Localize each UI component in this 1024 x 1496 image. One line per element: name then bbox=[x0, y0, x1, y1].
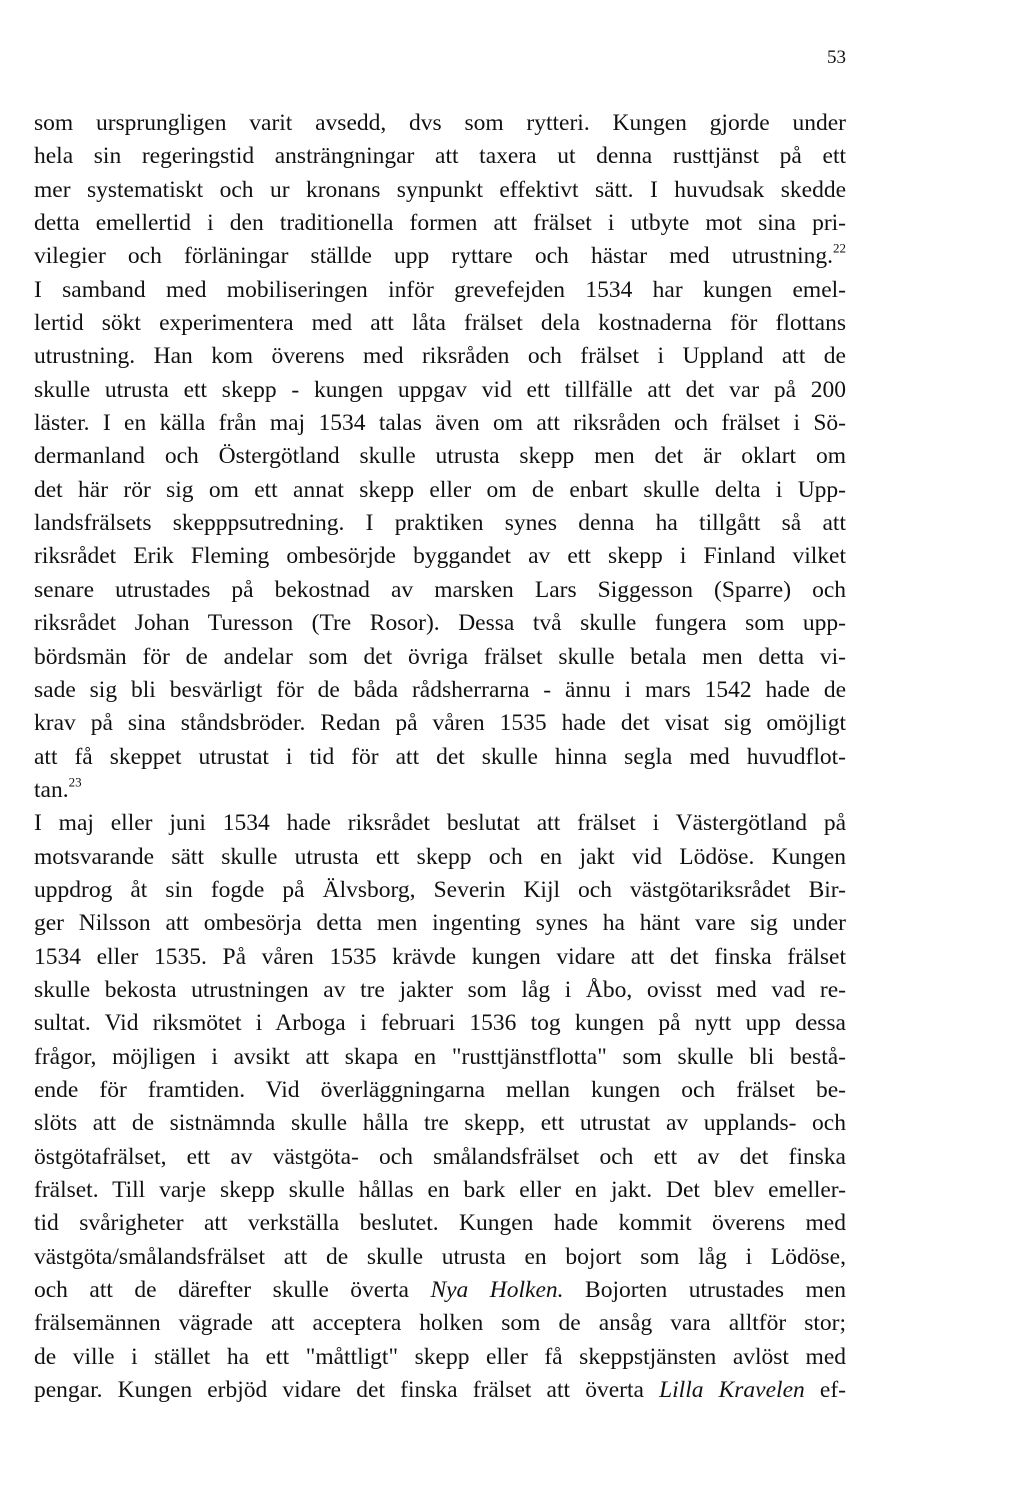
text-line-content: sultat. Vid riksmötet i Arboga i februari 1536 tog kungen på nytt upp dessa bbox=[34, 1010, 846, 1037]
text-line-content: dermanland och Östergötland skulle utrusta skepp men det är oklart om bbox=[34, 443, 846, 470]
text-line-content: uppdrog åt sin fogde på Älvsborg, Severin Kijl och västgötariksrådet Bir- bbox=[34, 876, 846, 903]
text-line bbox=[34, 474, 846, 507]
text-line bbox=[34, 1307, 846, 1340]
text-line bbox=[34, 1041, 846, 1074]
text-line bbox=[34, 1341, 846, 1374]
italic-title: Lilla Kravelen bbox=[659, 1377, 805, 1404]
text-line bbox=[34, 1074, 846, 1107]
text-line bbox=[34, 174, 846, 207]
text-line bbox=[34, 1107, 846, 1140]
text-line bbox=[34, 1141, 846, 1174]
text-line bbox=[34, 1007, 846, 1040]
text-line-content: tan. bbox=[34, 776, 69, 803]
text-line bbox=[34, 340, 846, 373]
text-line-content: 1534 eller 1535. På våren 1535 krävde kungen vidare att det finska frälset bbox=[34, 943, 846, 970]
body-text bbox=[34, 107, 846, 1407]
text-line-content: senare utrustades på bekostnad av marsken Lars Siggesson (Sparre) och bbox=[34, 576, 846, 603]
text-line-content: de ville i stället ha ett "måttligt" skepp eller få skeppstjänsten avlöst med bbox=[34, 1343, 846, 1370]
text-line-content: frälsemännen vägrade att acceptera holken som de ansåg vara alltför stor; bbox=[34, 1310, 846, 1337]
text-line bbox=[34, 1241, 846, 1274]
text-line-content: pengar. Kungen erbjöd vidare det finska frälset att överta bbox=[34, 1377, 660, 1404]
text-line bbox=[34, 841, 846, 874]
text-line-content: landsfrälsets skepppsutredning. I praktiken synes denna ha tillgått så att bbox=[34, 510, 846, 537]
text-line-content: som ursprungligen varit avsedd, dvs som rytteri. Kungen gjorde under bbox=[34, 110, 846, 136]
text-line bbox=[34, 507, 846, 540]
text-line-content: I samband med mobiliseringen inför grevefejden 1534 har kungen emel- bbox=[34, 276, 846, 303]
text-line-content: ende för framtiden. Vid överläggningarna mellan kungen och frälset be- bbox=[34, 1076, 846, 1103]
text-line-content: I maj eller juni 1534 hade riksrådet beslutat att frälset i Västergötland på bbox=[34, 810, 846, 837]
text-line-content: riksrådet Erik Fleming ombesörjde byggandet av ett skepp i Finland vilket bbox=[34, 543, 846, 570]
text-line bbox=[34, 907, 846, 940]
text-line-content: skulle bekosta utrustningen av tre jakter som låg i Åbo, ovisst med vad re- bbox=[34, 976, 846, 1003]
text-line-content: läster. I en källa från maj 1534 talas även om att riksråden och frälset i Sö- bbox=[34, 410, 846, 437]
text-line bbox=[34, 607, 846, 640]
text-line bbox=[34, 1207, 846, 1240]
text-line bbox=[34, 574, 846, 607]
footnote-reference[interactable]: 22 bbox=[833, 240, 846, 256]
text-line bbox=[34, 1274, 846, 1307]
italic-title: Nya Holken. bbox=[430, 1277, 564, 1304]
text-line-content: frågor, möjligen i avsikt att skapa en "rusttjänstflotta" som skulle bli bestå- bbox=[34, 1043, 846, 1070]
text-line bbox=[34, 707, 846, 740]
text-line-continuation: Bojorten utrustades men bbox=[563, 1277, 847, 1304]
text-line bbox=[34, 674, 846, 707]
text-line bbox=[34, 1174, 846, 1207]
text-line-content: tid svårigheter att verkställa beslutet. Kungen hade kommit överens med bbox=[34, 1210, 846, 1237]
text-line-content: detta emellertid i den traditionella formen att frälset i utbyte mot sina pri- bbox=[34, 210, 846, 237]
text-line-content: krav på sina ståndsbröder. Redan på våren 1535 hade det visat sig omöjligt bbox=[34, 710, 846, 737]
text-line bbox=[34, 240, 846, 273]
text-line-content: det här rör sig om ett annat skepp eller om de enbart skulle delta i Upp- bbox=[34, 476, 846, 503]
text-line bbox=[34, 307, 846, 340]
text-line bbox=[34, 641, 846, 674]
text-line bbox=[34, 974, 846, 1007]
text-line-content: sade sig bli besvärligt för de båda rådsherrarna - ännu i mars 1542 hade de bbox=[34, 676, 846, 703]
text-line-content: frälset. Till varje skepp skulle hållas en bark eller en jakt. Det blev emeller- bbox=[34, 1177, 846, 1203]
text-line bbox=[34, 1374, 846, 1407]
text-line-content: och att de därefter skulle överta bbox=[34, 1277, 431, 1304]
text-line bbox=[34, 107, 846, 140]
text-line bbox=[34, 741, 846, 774]
text-line bbox=[34, 440, 846, 473]
text-line-content: bördsmän för de andelar som det övriga frälset skulle betala men detta vi- bbox=[34, 643, 846, 670]
text-line-content: vilegier och förläningar ställde upp ryttare och hästar med utrustning. bbox=[34, 243, 833, 270]
text-line-content: västgöta/smålandsfrälset att de skulle utrusta en bojort som låg i Lödöse, bbox=[34, 1243, 846, 1270]
text-line-continuation: ef- bbox=[804, 1377, 846, 1404]
text-line bbox=[34, 274, 846, 307]
text-line bbox=[34, 941, 846, 974]
text-line-content: motsvarande sätt skulle utrusta ett skepp och en jakt vid Lödöse. Kungen bbox=[34, 843, 846, 870]
text-line bbox=[34, 207, 846, 240]
text-line-content: utrustning. Han kom överens med riksråden och frälset i Uppland att de bbox=[34, 343, 846, 370]
text-line-content: skulle utrusta ett skepp - kungen uppgav vid ett tillfälle att det var på 200 bbox=[34, 376, 846, 403]
text-line-content: hela sin regeringstid ansträngningar att taxera ut denna rusttjänst på ett bbox=[34, 143, 846, 170]
footnote-reference[interactable]: 23 bbox=[68, 774, 82, 790]
text-line-content: ger Nilsson att ombesörja detta men ingenting synes ha hänt vare sig under bbox=[34, 910, 846, 937]
page-number: 53 bbox=[827, 47, 846, 68]
text-line bbox=[34, 807, 846, 840]
text-line-content: lertid sökt experimentera med att låta frälset dela kostnaderna för flottans bbox=[34, 310, 846, 337]
text-line bbox=[34, 140, 846, 173]
text-line bbox=[34, 774, 846, 807]
text-line bbox=[34, 540, 846, 573]
text-line-content: östgötafrälset, ett av västgöta- och smålandsfrälset och ett av det finska bbox=[34, 1143, 846, 1170]
text-line-content: riksrådet Johan Turesson (Tre Rosor). Dessa två skulle fungera som upp- bbox=[34, 610, 846, 637]
text-line bbox=[34, 374, 846, 407]
text-line bbox=[34, 874, 846, 907]
text-line-content: mer systematiskt och ur kronans synpunkt effektivt sätt. I huvudsak skedde bbox=[34, 176, 846, 203]
text-line-content: att få skeppet utrustat i tid för att det skulle hinna segla med huvudflot- bbox=[34, 743, 846, 770]
text-line bbox=[34, 407, 846, 440]
text-line-content: slöts att de sistnämnda skulle hålla tre skepp, ett utrustat av upplands- och bbox=[34, 1110, 846, 1137]
